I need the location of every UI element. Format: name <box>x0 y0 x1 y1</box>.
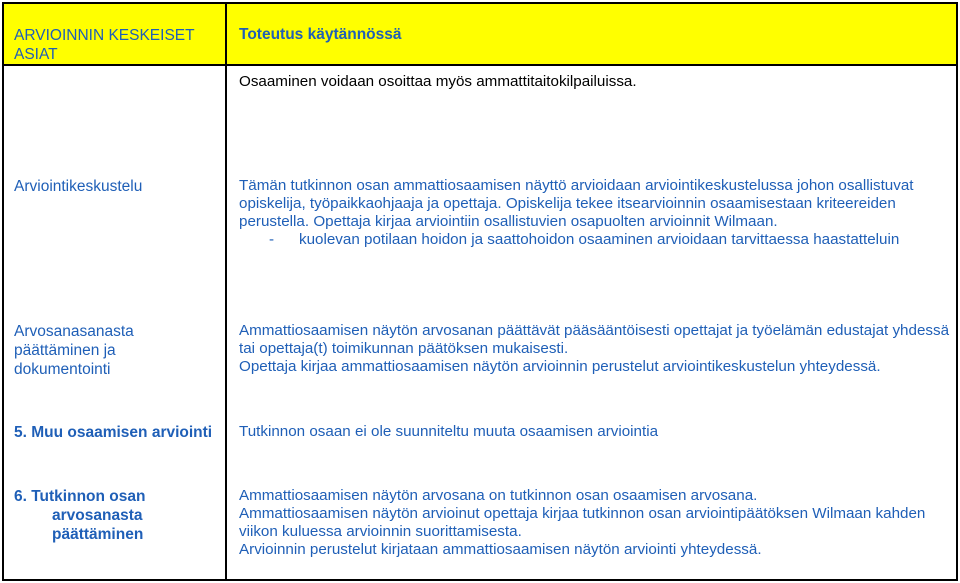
keskustelu-p2: Opiskelija tekee itsearvioinnin osaamisestaan kriteereiden perustella. <box>239 195 896 230</box>
label-tutkinnon-osan: 6. Tutkinnon osan arvosanasta päättäminen <box>14 488 146 543</box>
right-column <box>226 65 957 580</box>
tutkinnon-text <box>239 487 950 559</box>
keskustelu-p3: Opettaja kirjaa arviointiin osallistuvien osapuolten arvioinnit Wilmaan. <box>313 213 778 230</box>
arvosana-p2: Opettaja kirjaa ammattiosaamisen näytön arvioinnin perustelut arviointikeskustelun yhteydessä. <box>239 358 881 375</box>
tutkinnon-p2: Ammattiosaamisen näytön arvioinut opettaja kirjaa tutkinnon osan arviointipäätöksen Wilmaan kahden viikon kuluessa arvioinnin suorittamisesta. <box>239 505 926 540</box>
keskustelu-bullet <box>239 231 950 249</box>
arvosana-text <box>239 322 950 376</box>
header-left-title: ARVIOINNIN KESKEISET ASIAT <box>14 27 195 63</box>
tutkinnon-p3: Arvioinnin perustelut kirjataan ammattiosaamisen näytön arviointi yhteydessä. <box>239 541 762 558</box>
assessment-table <box>2 2 958 581</box>
left-column <box>3 65 226 580</box>
bullet-dash: - <box>269 231 275 248</box>
tutkinnon-p1: Ammattiosaamisen näytön arvosana on tutkinnon osan osaamisen arvosana. <box>239 487 758 504</box>
keskustelu-p1: Tämän tutkinnon osan ammattiosaamisen näyttö arvioidaan arviointikeskustelussa johon osallistuvat opiskelija, työpaikkaohjaaja ja opettaja. <box>239 177 914 212</box>
arvosana-p1: Ammattiosaamisen näytön arvosanan päättävät pääsääntöisesti opettajat ja työelämän edustajat yhdessä tai opettaja(t) toimikunnan päätöksen mukaisesti. <box>239 322 950 357</box>
label-muu-osaaminen: 5. Muu osaamisen arviointi <box>14 424 213 441</box>
muu-text: Tutkinnon osaan ei ole suunniteltu muuta osaamisen arviointia <box>239 423 659 440</box>
label-arviointikeskustelu: Arviointikeskustelu <box>14 178 143 195</box>
bullet-text: kuolevan potilaan hoidon ja saattohoidon osaaminen arvioidaan tarvittaessa haastatteluin <box>299 231 900 248</box>
header-left-cell <box>3 3 226 65</box>
intro-text: Osaaminen voidaan osoittaa myös ammattitaitokilpailuissa. <box>239 73 637 90</box>
label-arvosanasanasta: Arvosanasanasta päättäminen ja dokumentointi <box>14 323 134 378</box>
header-right-cell <box>226 3 957 65</box>
keskustelu-text <box>239 177 950 249</box>
header-right-title: Toteutus käytännössä <box>239 26 402 43</box>
